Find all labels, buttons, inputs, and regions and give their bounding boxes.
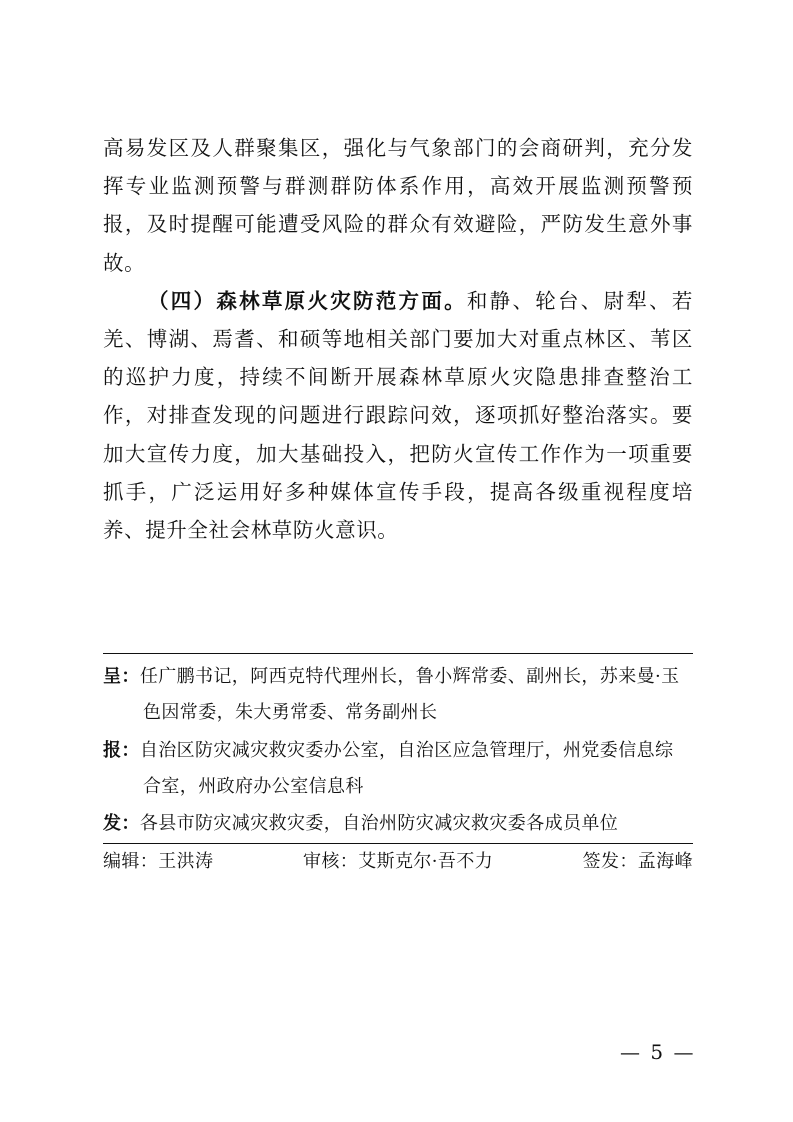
distribution-fa [103,806,693,842]
cheng-line-1 [103,659,693,695]
bao-line-1 [103,733,693,769]
distribution-bao [103,733,693,805]
cheng-recipients-1: 任广鹏书记，阿西克特代理州长，鲁小辉常委、副州长，苏来曼·玉 [139,666,680,687]
bao-recipients-1: 自治区防灾减灾救灾委办公室，自治区应急管理厅，州党委信息综 [139,740,674,761]
distribution-cheng [103,659,693,731]
section-4-text: 和静、轮台、尉犁、若羌、博湖、焉耆、和硕等地相关部门要加大对重点林区、苇区的巡护力度，持续不间断开展森林草原火灾隐患排查整治工作，对排查发现的问题进行跟踪问效，逐项抓好整治落实。要加大宣传力度，加大基础投入，把防火宣传工作作为一项重要抓手，广泛运用好多种媒体宣传手段，提高各级重视程度培养、提升全社会林草防火意识。 [103,288,694,543]
fa-line-1 [103,806,693,842]
distribution-bottom-rule [103,843,693,844]
issuer: 签发：孟海峰 [582,851,693,872]
distribution-top-rule [103,653,693,654]
section-4-heading: （四）森林草原火灾防范方面。 [148,288,467,313]
cheng-recipients-2: 色因常委，朱大勇常委、常务副州长 [143,702,438,723]
bao-label: 报： [103,740,140,761]
bao-recipients-2: 合室，州政府办公室信息科 [143,776,364,797]
editor: 编辑：王洪涛 [103,851,214,872]
paragraph-continuation: 高易发区及人群聚集区，强化与气象部门的会商研判，充分发挥专业监测预警与群测群防体系作用，高效开展监测预警预报，及时提醒可能遭受风险的群众有效避险，严防发生意外事故。 [103,136,693,275]
reviewer: 审核：艾斯克尔·吾不力 [303,851,494,872]
fa-recipients-1: 各县市防灾减灾救灾委，自治州防灾减灾救灾委各成员单位 [139,813,619,834]
section-4-paragraph [103,282,693,549]
page-number: — 5 — [620,1040,696,1064]
body-text [103,129,693,549]
fa-label: 发： [103,813,140,834]
cheng-label: 呈： [103,666,140,687]
